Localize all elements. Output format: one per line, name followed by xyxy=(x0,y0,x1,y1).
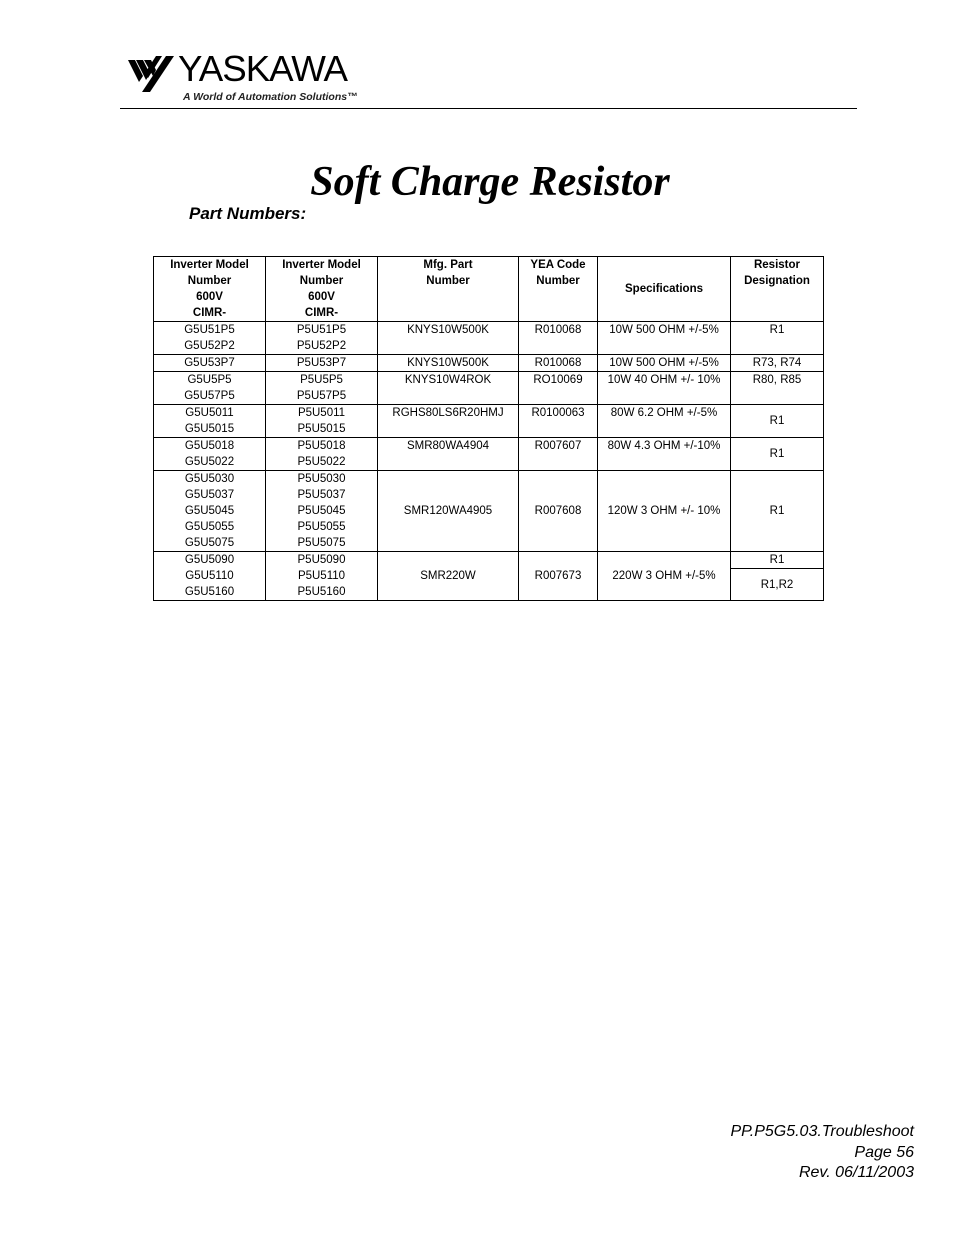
page-number: Page 56 xyxy=(854,1143,914,1161)
brand-tagline: A World of Automation Solutions™ xyxy=(183,91,358,103)
resistor-designation-cell: R1 xyxy=(731,322,824,355)
header-specifications: Specifications xyxy=(598,257,731,322)
specification-cell: 120W 3 OHM +/- 10% xyxy=(598,471,731,552)
g5-model-cell: G5U5018 G5U5022 xyxy=(154,438,266,471)
yea-code-cell: R007608 xyxy=(519,471,598,552)
p5-model-cell: P5U5018 P5U5022 xyxy=(266,438,378,471)
resistor-designation-cell: R1 xyxy=(731,438,824,471)
resistor-designation-cell: R73, R74 xyxy=(731,355,824,372)
resistor-designation-cell: R1 xyxy=(731,405,824,438)
p5-model-cell: P5U53P7 xyxy=(266,355,378,372)
g5-model-cell: G5U53P7 xyxy=(154,355,266,372)
table-row xyxy=(154,438,824,471)
resistor-designation-cell: R80, R85 xyxy=(731,372,824,405)
revision-date: Rev. 06/11/2003 xyxy=(798,1164,914,1181)
g5-model-cell: G5U5030 G5U5037 G5U5045 G5U5055 G5U5075 xyxy=(154,471,266,552)
header-yea-code: YEA Code Number xyxy=(519,257,598,322)
table-header-row xyxy=(154,257,824,322)
table-row xyxy=(154,405,824,438)
header-p5-model: Inverter Model Number 600V CIMR- xyxy=(266,257,378,322)
page-header xyxy=(120,46,857,109)
yea-code-cell: R010068 xyxy=(519,322,598,355)
page-footer xyxy=(730,1122,914,1184)
resistor-designation-cell: R1 xyxy=(731,471,824,552)
p5-model-cell: P5U5011 P5U5015 xyxy=(266,405,378,438)
mfg-part-cell: SMR220W xyxy=(378,552,519,601)
header-resistor-designation: Resistor Designation xyxy=(731,257,824,322)
mfg-part-cell: KNYS10W4ROK xyxy=(378,372,519,405)
specification-cell: 80W 6.2 OHM +/-5% xyxy=(598,405,731,438)
mfg-part-cell: RGHS80LS6R20HMJ xyxy=(378,405,519,438)
resistor-designation-cell: R1 xyxy=(731,552,824,569)
yea-code-cell: R010068 xyxy=(519,355,598,372)
header-g5-model: Inverter Model Number 600V CIMR- xyxy=(154,257,266,322)
table-row xyxy=(154,471,824,552)
mfg-part-cell: KNYS10W500K xyxy=(378,322,519,355)
p5-model-cell: P5U5030 P5U5037 P5U5045 P5U5055 P5U5075 xyxy=(266,471,378,552)
specification-cell: 80W 4.3 OHM +/-10% xyxy=(598,438,731,471)
yaskawa-logo-icon xyxy=(126,52,176,94)
yea-code-cell: R0100063 xyxy=(519,405,598,438)
g5-model-cell: G5U5P5 G5U57P5 xyxy=(154,372,266,405)
table-row xyxy=(154,552,824,569)
page-title: Soft Charge Resistor xyxy=(310,159,670,205)
p5-model-cell: P5U51P5 P5U52P2 xyxy=(266,322,378,355)
header-mfg-part: Mfg. Part Number xyxy=(378,257,519,322)
document-id: PP.P5G5.03.Troubleshoot xyxy=(730,1123,914,1140)
yea-code-cell: RO10069 xyxy=(519,372,598,405)
table-row xyxy=(154,322,824,355)
p5-model-cell: P5U5090 P5U5110 P5U5160 xyxy=(266,552,378,601)
yea-code-cell: R007607 xyxy=(519,438,598,471)
g5-model-cell: G5U5090 G5U5110 G5U5160 xyxy=(154,552,266,601)
specification-cell: 10W 40 OHM +/- 10% xyxy=(598,372,731,405)
table-row xyxy=(154,372,824,405)
brand-name: YASKAWA xyxy=(178,48,348,89)
mfg-part-cell: SMR80WA4904 xyxy=(378,438,519,471)
g5-model-cell: G5U51P5 G5U52P2 xyxy=(154,322,266,355)
specification-cell: 220W 3 OHM +/-5% xyxy=(598,552,731,601)
table-row xyxy=(154,355,824,372)
mfg-part-cell: KNYS10W500K xyxy=(378,355,519,372)
specification-cell: 10W 500 OHM +/-5% xyxy=(598,355,731,372)
mfg-part-cell: SMR120WA4905 xyxy=(378,471,519,552)
p5-model-cell: P5U5P5 P5U57P5 xyxy=(266,372,378,405)
g5-model-cell: G5U5011 G5U5015 xyxy=(154,405,266,438)
specification-cell: 10W 500 OHM +/-5% xyxy=(598,322,731,355)
yea-code-cell: R007673 xyxy=(519,552,598,601)
section-subtitle: Part Numbers: xyxy=(189,204,307,223)
resistor-designation-cell: R1,R2 xyxy=(731,569,824,601)
part-numbers-table xyxy=(153,256,824,601)
